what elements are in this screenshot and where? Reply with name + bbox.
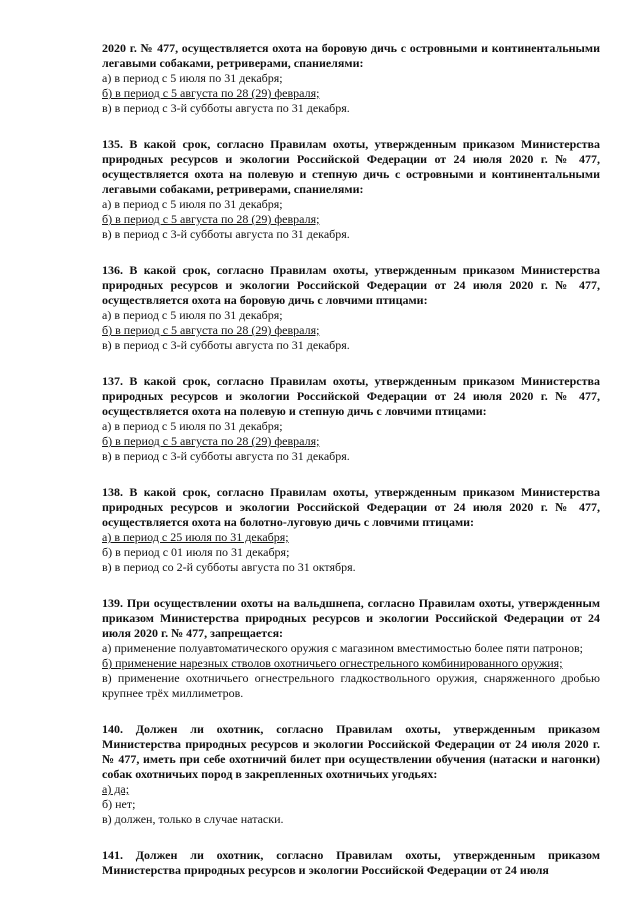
question-block [102,374,600,464]
block-spacer [102,116,600,137]
question-block [102,485,600,575]
answer-option-correct: б) в период с 5 августа по 28 (29) февраля; [102,212,320,226]
question-block [102,722,600,827]
answer-option: б) в период с 01 июля по 31 декабря; [102,545,290,559]
block-spacer [102,701,600,722]
block-spacer [102,575,600,596]
answer-option: а) применение полуавтоматического оружия с магазином вместимостью более пяти патронов; [102,641,583,655]
question-text: 2020 г. № 477, осуществляется охота на боровую дичь с островными и континентальными легавыми собаками, ретриверами, спаниелями: [102,41,600,70]
question-text: 138. В какой срок, согласно Правилам охоты, утвержденным приказом Министерства природных ресурсов и экологии Российской Федерации от 24 июля 2020 г. № 477, осуществляется охота на болотно-луговую дичь с ловчими птицами: [102,485,600,529]
question-block [102,848,600,878]
answer-option-correct: б) в период с 5 августа по 28 (29) февраля; [102,323,320,337]
question-text: 139. При осуществлении охоты на вальдшнепа, согласно Правилам охоты, утвержденным приказом Министерства природных ресурсов и экологии Российской Федерации от 24 июля 2020 г. № 477, запрещается: [102,596,600,640]
answer-option-correct: б) применение нарезных стволов охотничьего огнестрельного комбинированного оружия; [102,656,563,670]
answer-option: а) в период с 5 июля по 31 декабря; [102,419,283,433]
answer-option: в) в период с 3-й субботы августа по 31 декабря. [102,338,350,352]
question-text: 140. Должен ли охотник, согласно Правилам охоты, утвержденным приказом Министерства природных ресурсов и экологии Российской Федерации от 24 июля 2020 г. № 477, иметь при себе охотничий билет при осуществлении обучения (натаски и нагонки) собак охотничьих пород в закрепленных охотничьих угодьях: [102,722,600,781]
block-spacer [102,242,600,263]
block-spacer [102,353,600,374]
answer-option: в) в период с 3-й субботы августа по 31 декабря. [102,227,350,241]
question-text: 141. Должен ли охотник, согласно Правилам охоты, утвержденным приказом Министерства природных ресурсов и экологии Российской Федерации от 24 июля [102,848,600,877]
answer-option-correct: б) в период с 5 августа по 28 (29) февраля; [102,86,320,100]
answer-option: в) в период с 3-й субботы августа по 31 декабря. [102,101,350,115]
block-spacer [102,827,600,848]
answer-option: в) в период со 2-й субботы августа по 31 октября. [102,560,356,574]
answer-option-correct: а) в период с 25 июля по 31 декабря; [102,530,289,544]
answer-option: в) в период с 3-й субботы августа по 31 декабря. [102,449,350,463]
answer-option: в) применение охотничьего огнестрельного гладкоствольного оружия, снаряженного дробью крупнее трёх миллиметров. [102,671,600,700]
answer-option: а) в период с 5 июля по 31 декабря; [102,71,283,85]
question-text: 137. В какой срок, согласно Правилам охоты, утвержденным приказом Министерства природных ресурсов и экологии Российской Федерации от 24 июля 2020 г. № 477, осуществляется охота на полевую и степную дичь с ловчими птицами: [102,374,600,418]
question-block [102,41,600,116]
block-spacer [102,464,600,485]
question-block [102,263,600,353]
answer-option-correct: а) да; [102,782,130,796]
question-list [102,41,600,878]
question-block [102,596,600,701]
question-text: 136. В какой срок, согласно Правилам охоты, утвержденным приказом Министерства природных ресурсов и экологии Российской Федерации от 24 июля 2020 г. № 477, осуществляется охота на боровую дичь с ловчими птицами: [102,263,600,307]
question-block [102,137,600,242]
question-text: 135. В какой срок, согласно Правилам охоты, утвержденным приказом Министерства природных ресурсов и экологии Российской Федерации от 24 июля 2020 г. № 477, осуществляется охота на полевую и степную дичь с островными и континентальными легавыми собаками, ретриверами, спаниелями: [102,137,600,196]
answer-option: в) должен, только в случае натаски. [102,812,284,826]
answer-option: б) нет; [102,797,136,811]
answer-option: а) в период с 5 июля по 31 декабря; [102,197,283,211]
answer-option: а) в период с 5 июля по 31 декабря; [102,308,283,322]
answer-option-correct: б) в период с 5 августа по 28 (29) февраля; [102,434,320,448]
